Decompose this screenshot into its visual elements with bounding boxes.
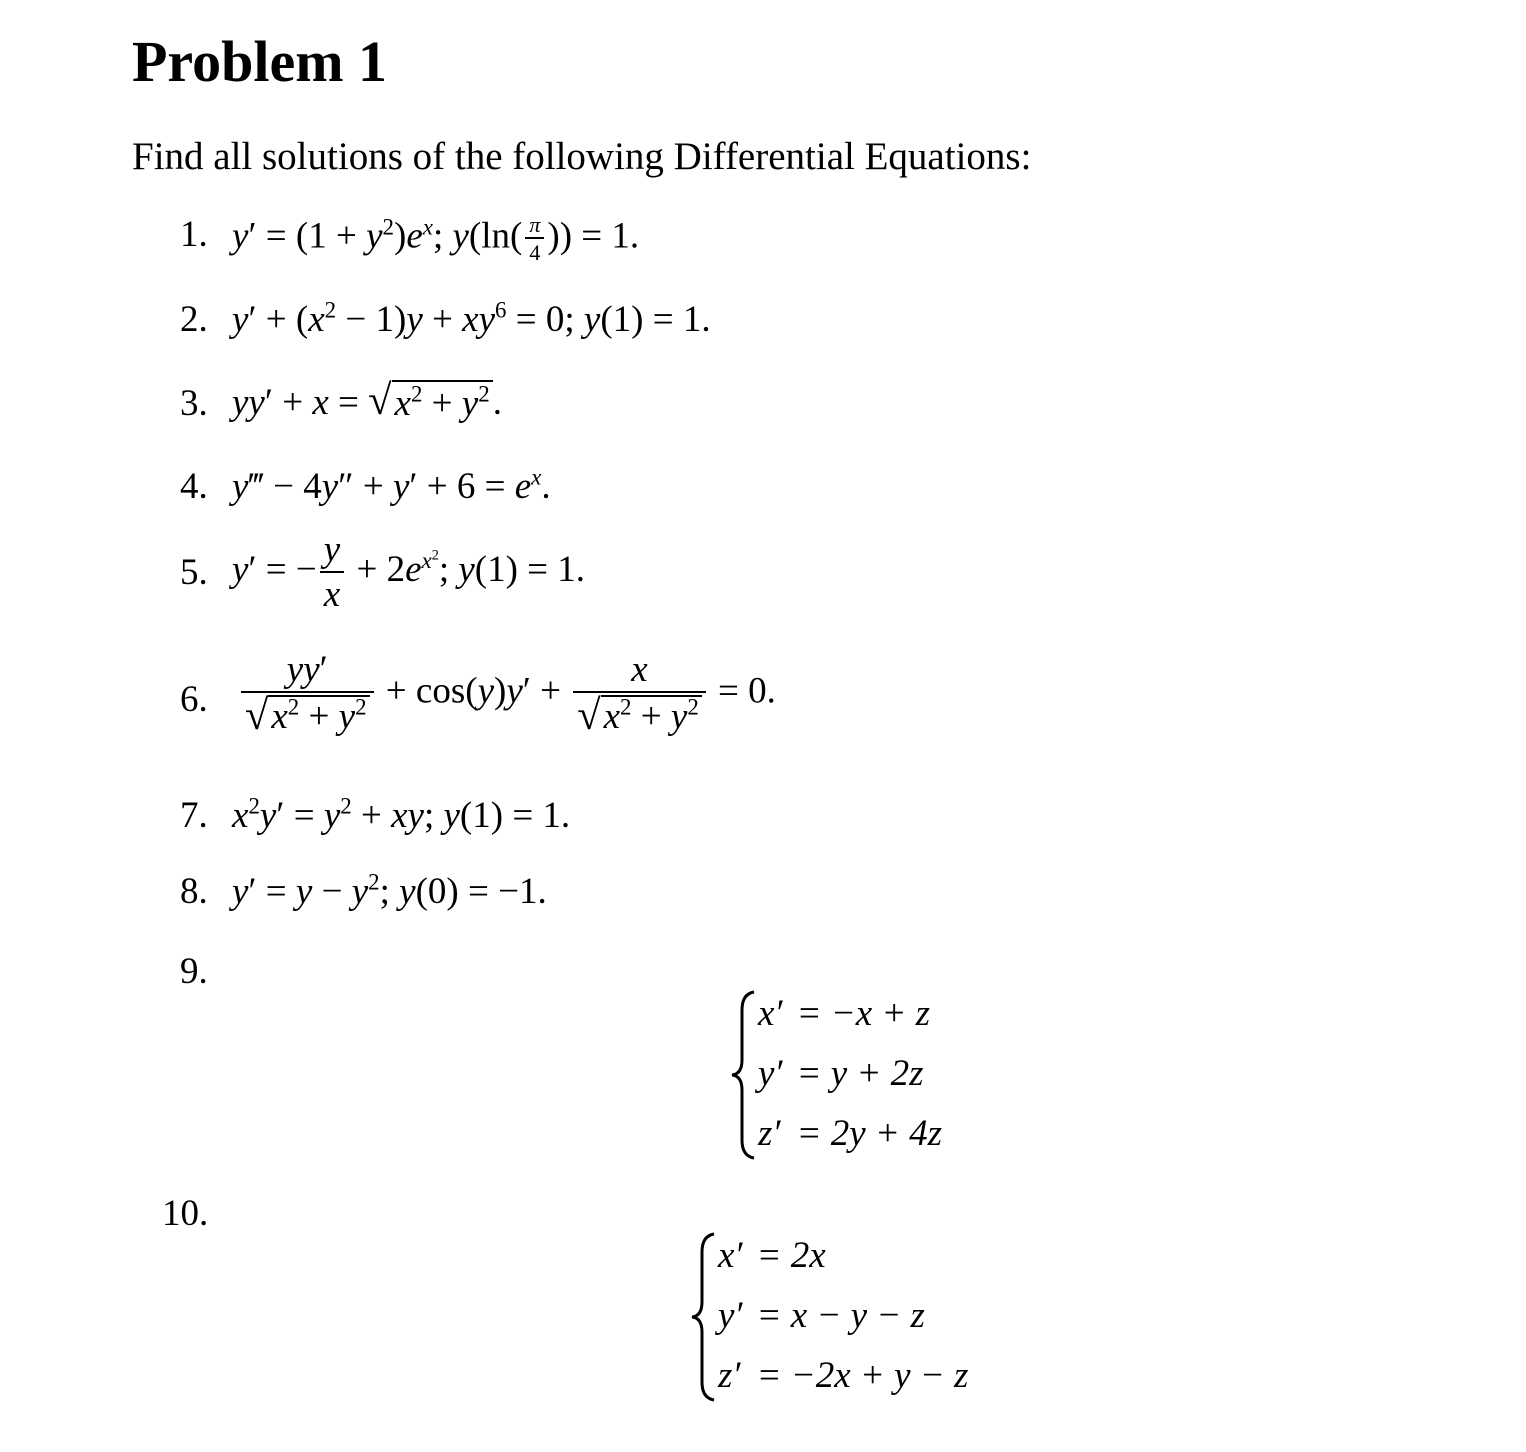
system-rhs: = −2x + y − z — [756, 1355, 969, 1396]
item-number: 9. — [180, 951, 208, 992]
item-number: 8. — [180, 871, 208, 912]
equation-8: $y' = y - y^2$; y(0) = −1. — [232, 869, 547, 912]
equation-3: yy′ + x = √ $x^2 + y^2$ . — [232, 377, 502, 424]
system-rhs: = x − y − z — [756, 1295, 925, 1336]
left-brace-icon — [730, 990, 758, 1160]
system-lhs: x′ — [758, 993, 783, 1034]
equation-2: $y' + (x^2 - 1)y + xy^6 = 0$; y(1) = 1. — [232, 297, 711, 340]
item-number: 7. — [180, 795, 208, 836]
equation-4: y‴ − $4y'' + y' + 6 = e^x$. — [232, 464, 551, 507]
system-lhs: z′ — [718, 1355, 741, 1396]
system-rhs: = y + 2z — [796, 1053, 924, 1094]
problem-intro: Find all solutions of the following Differential Equations: — [132, 135, 1032, 178]
item-number: 10. — [162, 1193, 209, 1234]
system-rhs: = −x + z — [796, 993, 931, 1034]
system-rhs: = 2x — [756, 1235, 826, 1276]
left-brace-icon — [690, 1232, 718, 1402]
item-number: 3. — [180, 383, 208, 424]
equation-5: y′ = − $\frac{y}{x}$ + $2e^{x^2}$; y(1) = 1. — [232, 529, 586, 615]
system-lhs: x′ — [718, 1235, 743, 1276]
item-number: 5. — [180, 552, 208, 593]
system-9 — [730, 990, 942, 1160]
equation-6: yy′ √ $x^2 + y^2$ + cos(y)y′ + x √ $x^2 + y^2$ = 0. — [238, 650, 776, 738]
system-10 — [690, 1232, 968, 1402]
equation-7: $x^2y' = y^2$ + xy; y(1) = 1. — [232, 793, 571, 836]
system-rhs: = 2y + 4z — [796, 1113, 943, 1154]
item-number: 2. — [180, 299, 208, 340]
system-lhs: y′ — [758, 1053, 783, 1094]
system-lhs: z′ — [758, 1113, 781, 1154]
system-lhs: y′ — [718, 1295, 743, 1336]
item-number: 1. — [180, 214, 208, 255]
item-number: 6. — [180, 679, 208, 720]
item-number: 4. — [180, 466, 208, 507]
equation-1: $y' = (1 + y^2)e^x$; y(ln( $\frac{\pi}{4}$ )) = 1. — [232, 212, 640, 266]
problem-title: Problem 1 — [132, 29, 388, 94]
